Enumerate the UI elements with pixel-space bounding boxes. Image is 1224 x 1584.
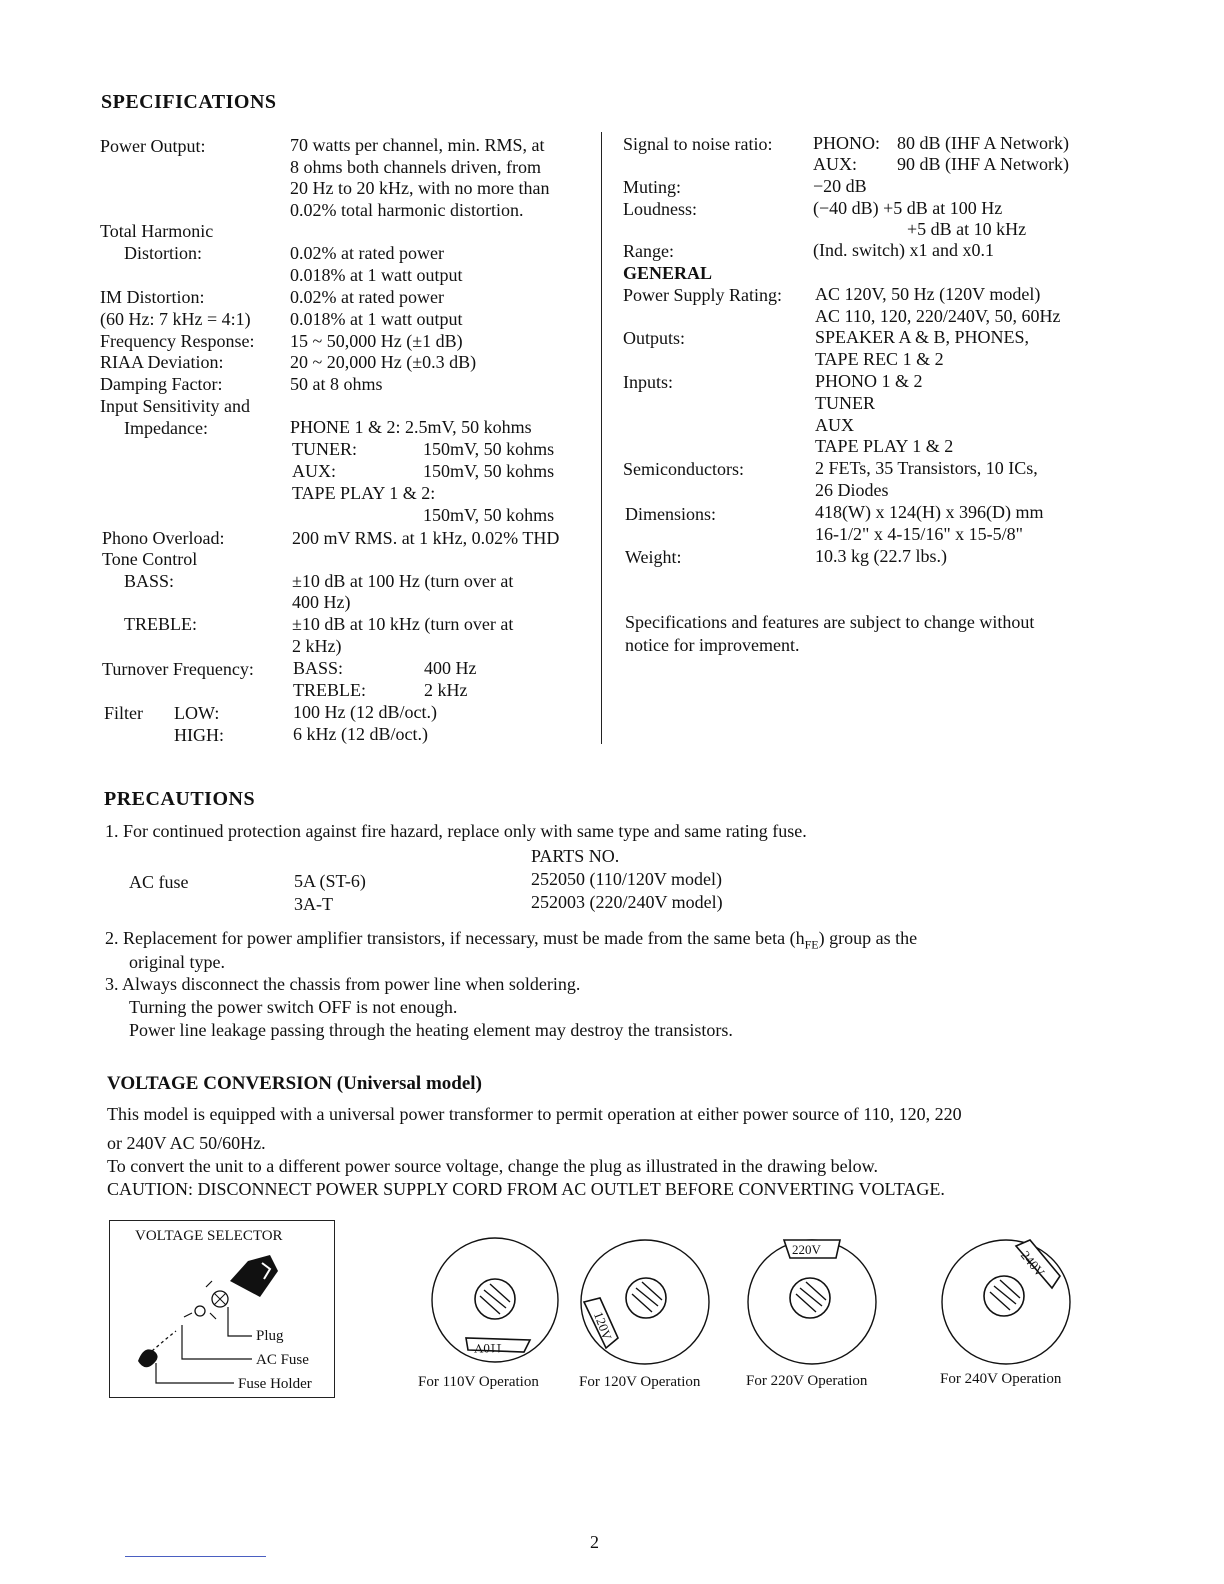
plug-tag-240v: 240V [1017,1247,1048,1280]
parts-no-header: PARTS NO. [531,846,620,866]
caption-110v: For 110V Operation [418,1374,539,1390]
page-number: 2 [590,1532,599,1552]
spec-value: AC 120V, 50 Hz (120V model) [815,284,1041,304]
spec-value: AUX: [813,154,857,174]
voltage-conversion-heading: VOLTAGE CONVERSION (Universal model) [107,1073,482,1094]
spec-value: TAPE REC 1 & 2 [815,349,944,369]
spec-value: −20 dB [813,176,867,196]
spec-value: 2 kHz [424,680,468,700]
precaution-item-3: 3. Always disconnect the chassis from power line when soldering. [105,974,581,994]
spec-label-phono-overload: Phono Overload: [102,528,225,548]
spec-label-weight: Weight: [625,547,682,567]
precautions-heading: PRECAUTIONS [104,788,256,810]
specifications-heading: SPECIFICATIONS [101,91,277,113]
spec-value: TAPE PLAY 1 & 2 [815,436,954,456]
spec-value: 400 Hz [424,658,477,678]
plug-label: Plug [256,1328,284,1344]
spec-notice-line-1: Specifications and features are subject to change without [625,612,1035,632]
spec-value: TAPE PLAY 1 & 2: [292,483,436,503]
spec-label-power-output: Power Output: [100,136,206,156]
spec-value: 0.018% at 1 watt output [290,309,463,329]
spec-label-power-supply: Power Supply Rating: [623,285,783,305]
plug-tag-110v: 110V [474,1341,503,1356]
spec-value: 2 FETs, 35 Transistors, 10 ICs, [815,458,1038,478]
spec-value: AUX: [292,461,336,481]
spec-value: 15 ~ 50,000 Hz (±1 dB) [290,331,463,351]
spec-label-impedance: Impedance: [124,418,208,438]
caption-120v: For 120V Operation [579,1374,701,1390]
spec-value: 150mV, 50 kohms [423,505,555,525]
spec-label-thd: Total Harmonic [100,221,214,241]
fuse-type-1: 5A (ST-6) [294,871,366,891]
spec-value: PHONO 1 & 2 [815,371,923,391]
caption-220v: For 220V Operation [746,1373,868,1389]
spec-label-inputs: Inputs: [623,372,674,392]
spec-label-freq-response: Frequency Response: [100,331,255,351]
spec-value: 10.3 kg (22.7 lbs.) [815,546,947,566]
spec-label-dimensions: Dimensions: [625,504,717,524]
spec-value: ±10 dB at 10 kHz (turn over at [292,614,514,634]
plug-diagram-220v [746,1236,878,1366]
precaution-item-1: 1. For continued protection against fire hazard, replace only with same type and same rating fuse. [105,821,807,841]
plug-diagram-120v [578,1238,712,1368]
precaution-item-2-cont: original type. [129,952,225,972]
voltage-paragraph-line-1: This model is equipped with a universal power transformer to permit operation at either power source of 110, 120, 220 [107,1104,962,1124]
spec-label-tone-control: Tone Control [102,549,198,569]
spec-label-treble: TREBLE: [124,614,197,634]
precaution-item-2: 2. Replacement for power amplifier transistors, if necessary, must be made from the same beta $(h_{FE})$ group as the [105,928,918,952]
spec-value: 80 dB (IHF A Network) [897,133,1069,153]
spec-value: TUNER [815,393,875,413]
spec-label-input-sens: Input Sensitivity and [100,396,250,416]
spec-label-outputs: Outputs: [623,328,686,348]
spec-label-damping: Damping Factor: [100,374,223,394]
spec-value: 70 watts per channel, min. RMS, at [290,135,545,155]
spec-label-im: IM Distortion: [100,287,205,307]
spec-label-muting: Muting: [623,177,682,197]
plug-diagram-240v [938,1236,1072,1366]
spec-value: SPEAKER A & B, PHONES, [815,327,1030,347]
spec-value: (Ind. switch) x1 and x0.1 [813,240,994,260]
spec-label-filter-low: LOW: [174,703,220,723]
part-number-2: 252003 (220/240V model) [531,892,723,912]
spec-value: 20 ~ 20,000 Hz (±0.3 dB) [290,352,477,372]
precaution-item-3-line-2: Turning the power switch OFF is not enough. [129,997,458,1017]
plug-diagram-110v [430,1236,560,1366]
caption-240v: For 240V Operation [940,1371,1062,1387]
spec-label-bass: BASS: [124,571,175,591]
precaution-item-3-line-3: Power line leakage passing through the heating element may destroy the transistors. [129,1020,733,1040]
voltage-selector-diagram [109,1220,335,1398]
spec-value: 0.018% at 1 watt output [290,265,463,285]
voltage-paragraph-line-2: or 240V AC 50/60Hz. [107,1133,266,1153]
spec-notice-line-2: notice for improvement. [625,635,800,655]
spec-label-semiconductors: Semiconductors: [623,459,744,479]
spec-label-snr: Signal to noise ratio: [623,134,773,154]
spec-value: 0.02% total harmonic distortion. [290,200,524,220]
spec-label-loudness: Loudness: [623,199,697,219]
spec-value: 150mV, 50 kohms [423,439,555,459]
spec-general-heading: GENERAL [623,263,713,283]
fuse-cap-icon [195,1306,205,1316]
spec-value: 16-1/2" x 4-15/16" x 15-5/8" [815,524,1024,544]
spec-value: 100 Hz (12 dB/oct.) [293,702,437,722]
spec-value: (−40 dB) +5 dB at 100 Hz [813,198,1003,218]
spec-value: 6 kHz (12 dB/oct.) [293,724,428,744]
spec-value: 2 kHz) [292,636,342,656]
voltage-caution: CAUTION: DISCONNECT POWER SUPPLY CORD FROM AC OUTLET BEFORE CONVERTING VOLTAGE. [107,1179,945,1199]
column-divider [601,132,602,744]
spec-value: 400 Hz) [292,592,351,612]
spec-label-turnover: Turnover Frequency: [102,659,254,679]
spec-value: AC 110, 120, 220/240V, 50, 60Hz [815,306,1061,326]
spec-value: PHONE 1 & 2: 2.5mV, 50 kohms [290,417,532,437]
spec-label-riaa: RIAA Deviation: [100,352,224,372]
spec-value: 90 dB (IHF A Network) [897,154,1069,174]
spec-value: 0.02% at rated power [290,243,444,263]
fuse-type-2: 3A-T [294,894,333,914]
spec-label-filter-high: HIGH: [174,725,224,745]
spec-value: BASS: [293,658,344,678]
footer-rule [125,1556,266,1557]
cord-end-icon [138,1349,158,1367]
spec-label-filter: Filter [104,703,143,723]
spec-value: 418(W) x 124(H) x 396(D) mm [815,502,1044,522]
spec-value: PHONO: [813,133,881,153]
ac-fuse-diagram-label: AC Fuse [256,1352,309,1368]
spec-value: TREBLE: [293,680,366,700]
plug-tag-120v: 120V [590,1309,615,1342]
spec-value: 200 mV RMS. at 1 kHz, 0.02% THD [292,528,560,548]
spec-value: AUX [815,415,854,435]
voltage-selector-title: VOLTAGE SELECTOR [135,1228,283,1244]
fuse-holder-label: Fuse Holder [238,1376,312,1392]
spec-value: 50 at 8 ohms [290,374,383,394]
spec-label-im-cond: (60 Hz: 7 kHz = 4:1) [100,309,251,329]
spec-value: TUNER: [292,439,357,459]
spec-value: 26 Diodes [815,480,889,500]
spec-value: 20 Hz to 20 kHz, with no more than [290,178,550,198]
part-number-1: 252050 (110/120V model) [531,869,722,889]
spec-label-range: Range: [623,241,674,261]
spec-value: 150mV, 50 kohms [423,461,555,481]
ac-fuse-label: AC fuse [129,872,189,892]
spec-value: 0.02% at rated power [290,287,444,307]
selector-illustration [110,1221,334,1397]
spec-value: +5 dB at 10 kHz [907,219,1027,239]
plug-icon [230,1255,278,1297]
spec-value: ±10 dB at 100 Hz (turn over at [292,571,514,591]
spec-value: 8 ohms both channels driven, from [290,157,541,177]
plug-tag-220v: 220V [792,1242,821,1257]
voltage-paragraph-line-3: To convert the unit to a different power source voltage, change the plug as illustrated in the drawing below. [107,1156,879,1176]
spec-label-thd-cont: Distortion: [124,243,203,263]
